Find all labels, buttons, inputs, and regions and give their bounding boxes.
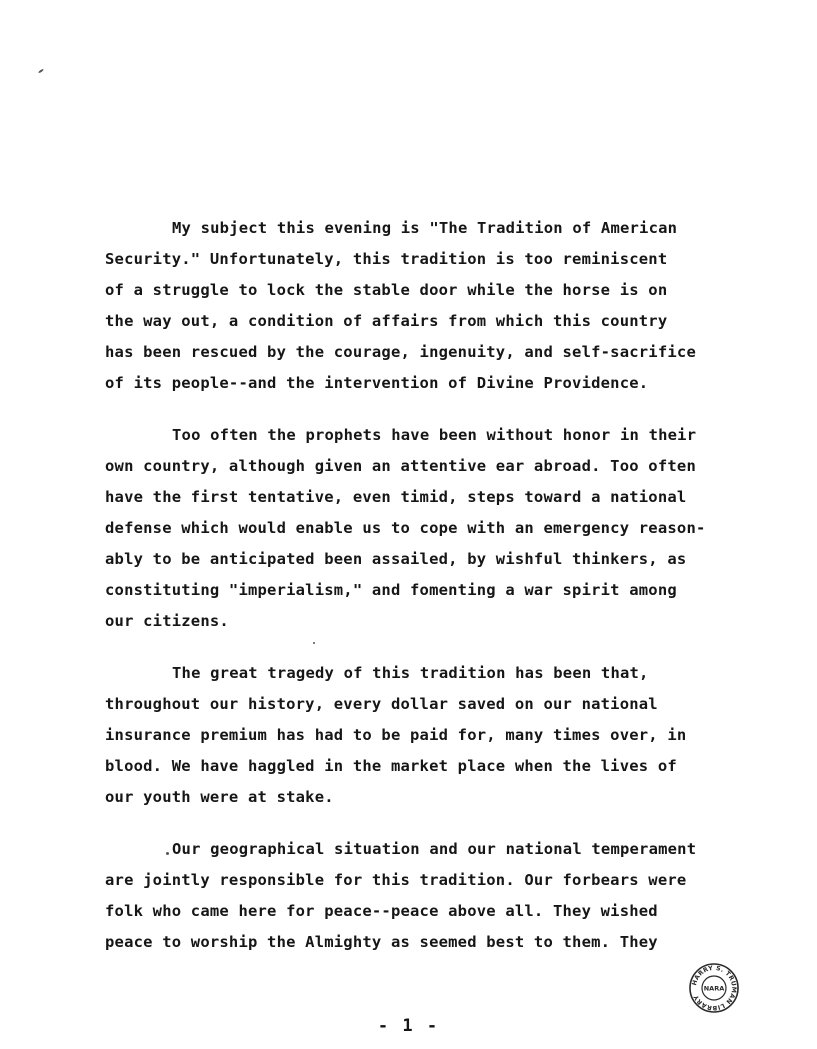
text-line: our youth were at stake. <box>105 788 334 806</box>
paragraph-3 <box>105 658 725 813</box>
text-line: Our geographical situation and our national temperament <box>172 840 697 858</box>
stamp-outer-text: HARRY S. TRUMAN LIBRARY <box>691 964 738 1012</box>
stamp-inner-text: NARA <box>703 984 725 993</box>
text-line: Security." Unfortunately, this tradition is too reminiscent <box>105 250 668 268</box>
text-line: The great tragedy of this tradition has been that, <box>172 664 649 682</box>
text-line: blood. We have haggled in the market place when the lives of <box>105 757 677 775</box>
text-line: constituting "imperialism," and fomenting a war spirit among <box>105 581 677 599</box>
text-line: insurance premium has had to be paid for, many times over, in <box>105 726 687 744</box>
scan-speck <box>166 852 169 855</box>
text-line: own country, although given an attentive ear abroad. Too often <box>105 457 696 475</box>
scan-speck <box>313 642 315 644</box>
scan-speck <box>38 68 44 73</box>
speech-text <box>105 213 725 979</box>
text-line: of its people--and the intervention of Divine Providence. <box>105 374 649 392</box>
text-line: throughout our history, every dollar saved on our national <box>105 695 658 713</box>
text-line: ably to be anticipated been assailed, by wishful thinkers, as <box>105 550 687 568</box>
text-line: Too often the prophets have been without honor in their <box>172 426 697 444</box>
text-line: our citizens. <box>105 612 229 630</box>
text-line: peace to worship the Almighty as seemed best to them. They <box>105 933 658 951</box>
text-line: have the first tentative, even timid, steps toward a national <box>105 488 687 506</box>
paragraph-2 <box>105 420 725 637</box>
text-line: folk who came here for peace--peace above all. They wished <box>105 902 658 920</box>
paragraph-4 <box>105 834 725 958</box>
text-line: defense which would enable us to cope with an emergency reason- <box>105 519 706 537</box>
text-line: the way out, a condition of affairs from which this country <box>105 312 668 330</box>
paragraph-1 <box>105 213 725 399</box>
page-number: - 1 - <box>377 1016 440 1036</box>
text-line: of a struggle to lock the stable door while the horse is on <box>105 281 668 299</box>
archive-stamp <box>688 962 740 1014</box>
text-line: has been rescued by the courage, ingenuity, and self-sacrifice <box>105 343 696 361</box>
text-line: My subject this evening is "The Tradition of American <box>172 219 678 237</box>
text-line: are jointly responsible for this tradition. Our forbears were <box>105 871 687 889</box>
